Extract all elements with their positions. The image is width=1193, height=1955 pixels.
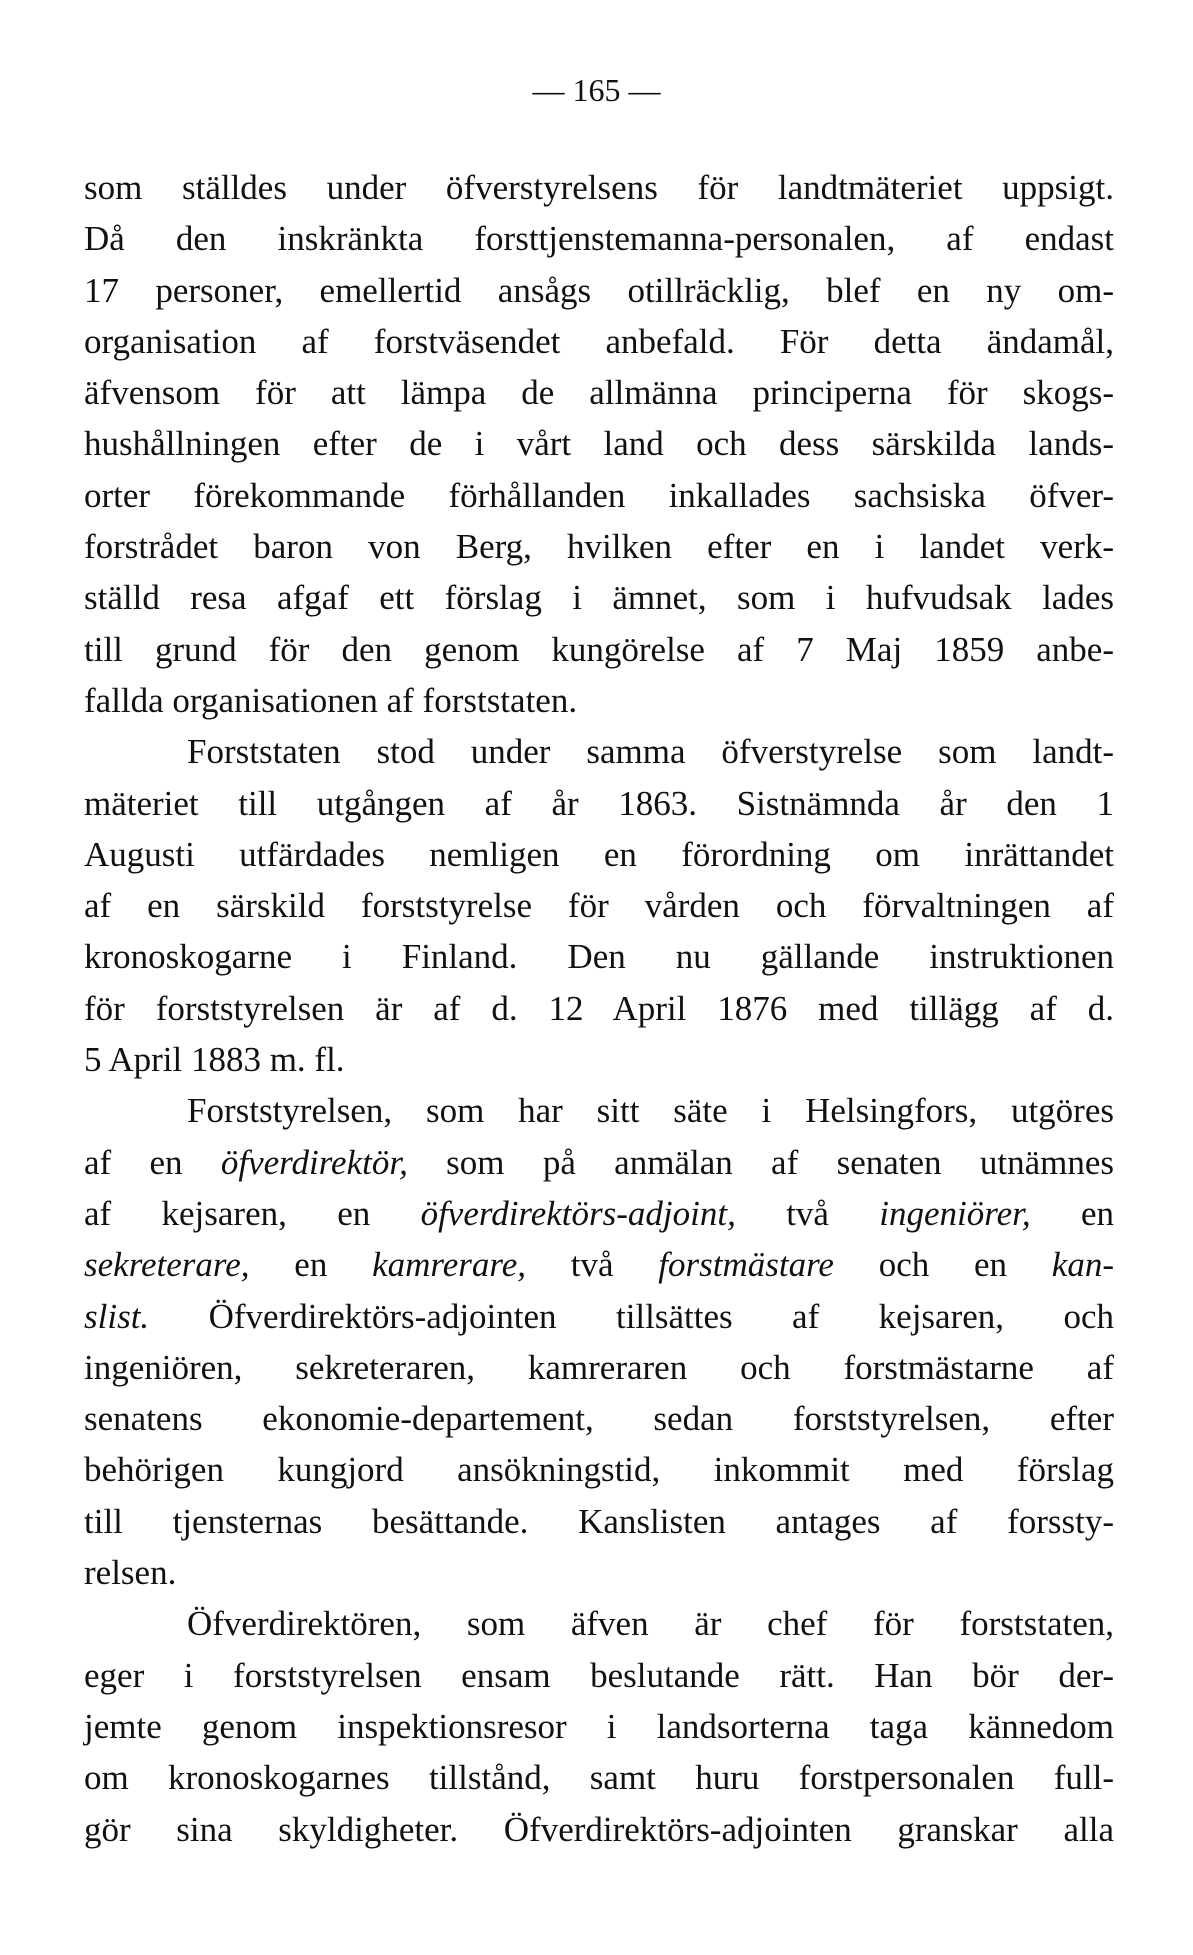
italic-term: kamrerare, [372, 1245, 526, 1285]
text-line: ingeniören, sekreteraren, kamreraren och forstmästarne af [84, 1347, 1114, 1387]
text-line: organisation af forstväsendet anbefald. För detta ändamål, [84, 321, 1114, 361]
text-line: Då den inskränkta forsttjenstemanna-personalen, af endast [84, 219, 1114, 259]
text-line: Forststyrelsen, som har sitt säte i Helsingfors, utgöres [187, 1091, 1114, 1131]
text-line: slist. Öfverdirektörs-adjointen tillsättes af kejsaren, och [84, 1296, 1114, 1336]
text-line: fallda organisationen af forststaten. [84, 680, 578, 720]
italic-term: öfverdirektörs-adjoint, [420, 1193, 736, 1233]
text-line: om kronoskogarnes tillstånd, samt huru forstpersonalen full- [84, 1758, 1114, 1798]
text-line: kronoskogarne i Finland. Den nu gällande instruktionen [84, 937, 1114, 977]
text-line: senatens ekonomie-departement, sedan forststyrelsen, efter [84, 1399, 1114, 1439]
text-line: ställd resa afgaf ett förslag i ämnet, som i hufvudsak lades [84, 578, 1114, 618]
text-line: relsen. [84, 1553, 177, 1593]
text-line: behörigen kungjord ansökningstid, inkommit med förslag [84, 1450, 1114, 1490]
italic-term: forstmästare [658, 1245, 834, 1285]
text-line: mäteriet till utgången af år 1863. Sistnämnda år den 1 [84, 783, 1114, 823]
text-line: jemte genom inspektionsresor i landsorterna taga kännedom [84, 1706, 1114, 1746]
text-line: af kejsaren, en öfverdirektörs-adjoint, två ingeniörer, en [84, 1193, 1114, 1233]
text-line: forstrådet baron von Berg, hvilken efter en i landet verk- [84, 527, 1114, 567]
text-line: som ställdes under öfverstyrelsens för landtmäteriet uppsigt. [84, 168, 1114, 207]
italic-term: ingeniörer, [879, 1193, 1031, 1233]
text-line: till grund för den genom kungörelse af 7 Maj 1859 anbe- [84, 629, 1114, 669]
text-line: 17 personer, emellertid ansågs otillräcklig, blef en ny om- [84, 270, 1114, 310]
text-line: sekreterare, en kamrerare, två forstmästare och en kan- [84, 1245, 1114, 1285]
text-line: Öfverdirektören, som äfven är chef för forststaten, [187, 1604, 1114, 1644]
text-line: 5 April 1883 m. fl. [84, 1040, 345, 1080]
text-line: orter förekommande förhållanden inkallades sachsiska öfver- [84, 475, 1114, 515]
text-line: Augusti utfärdades nemligen en förordning om inrättandet [84, 834, 1114, 874]
text-line: Forststaten stod under samma öfverstyrelse som landt- [187, 732, 1114, 772]
italic-term: öfverdirektör, [220, 1142, 408, 1182]
text-line: af en särskild forststyrelse för vården och förvaltningen af [84, 886, 1114, 926]
italic-term: kan- [1051, 1245, 1114, 1285]
text-line: hushållningen efter de i vårt land och dess särskilda lands- [84, 424, 1114, 464]
italic-term: slist. [84, 1296, 150, 1336]
body-text [84, 162, 1114, 1855]
text-line: gör sina skyldigheter. Öfverdirektörs-adjointen granskar alla [84, 1809, 1114, 1849]
text-line: till tjensternas besättande. Kanslisten antages af forssty- [84, 1501, 1114, 1541]
text-line: för forststyrelsen är af d. 12 April 1876 med tillägg af d. [84, 988, 1114, 1028]
text-line: af en öfverdirektör, som på anmälan af senaten utnämnes [84, 1142, 1114, 1182]
page-number-header: — 165 — [532, 72, 661, 108]
italic-term: sekreterare, [84, 1245, 250, 1285]
text-line: äfvensom för att lämpa de allmänna principerna för skogs- [84, 373, 1114, 413]
text-line: eger i forststyrelsen ensam beslutande rätt. Han bör der- [84, 1655, 1114, 1695]
